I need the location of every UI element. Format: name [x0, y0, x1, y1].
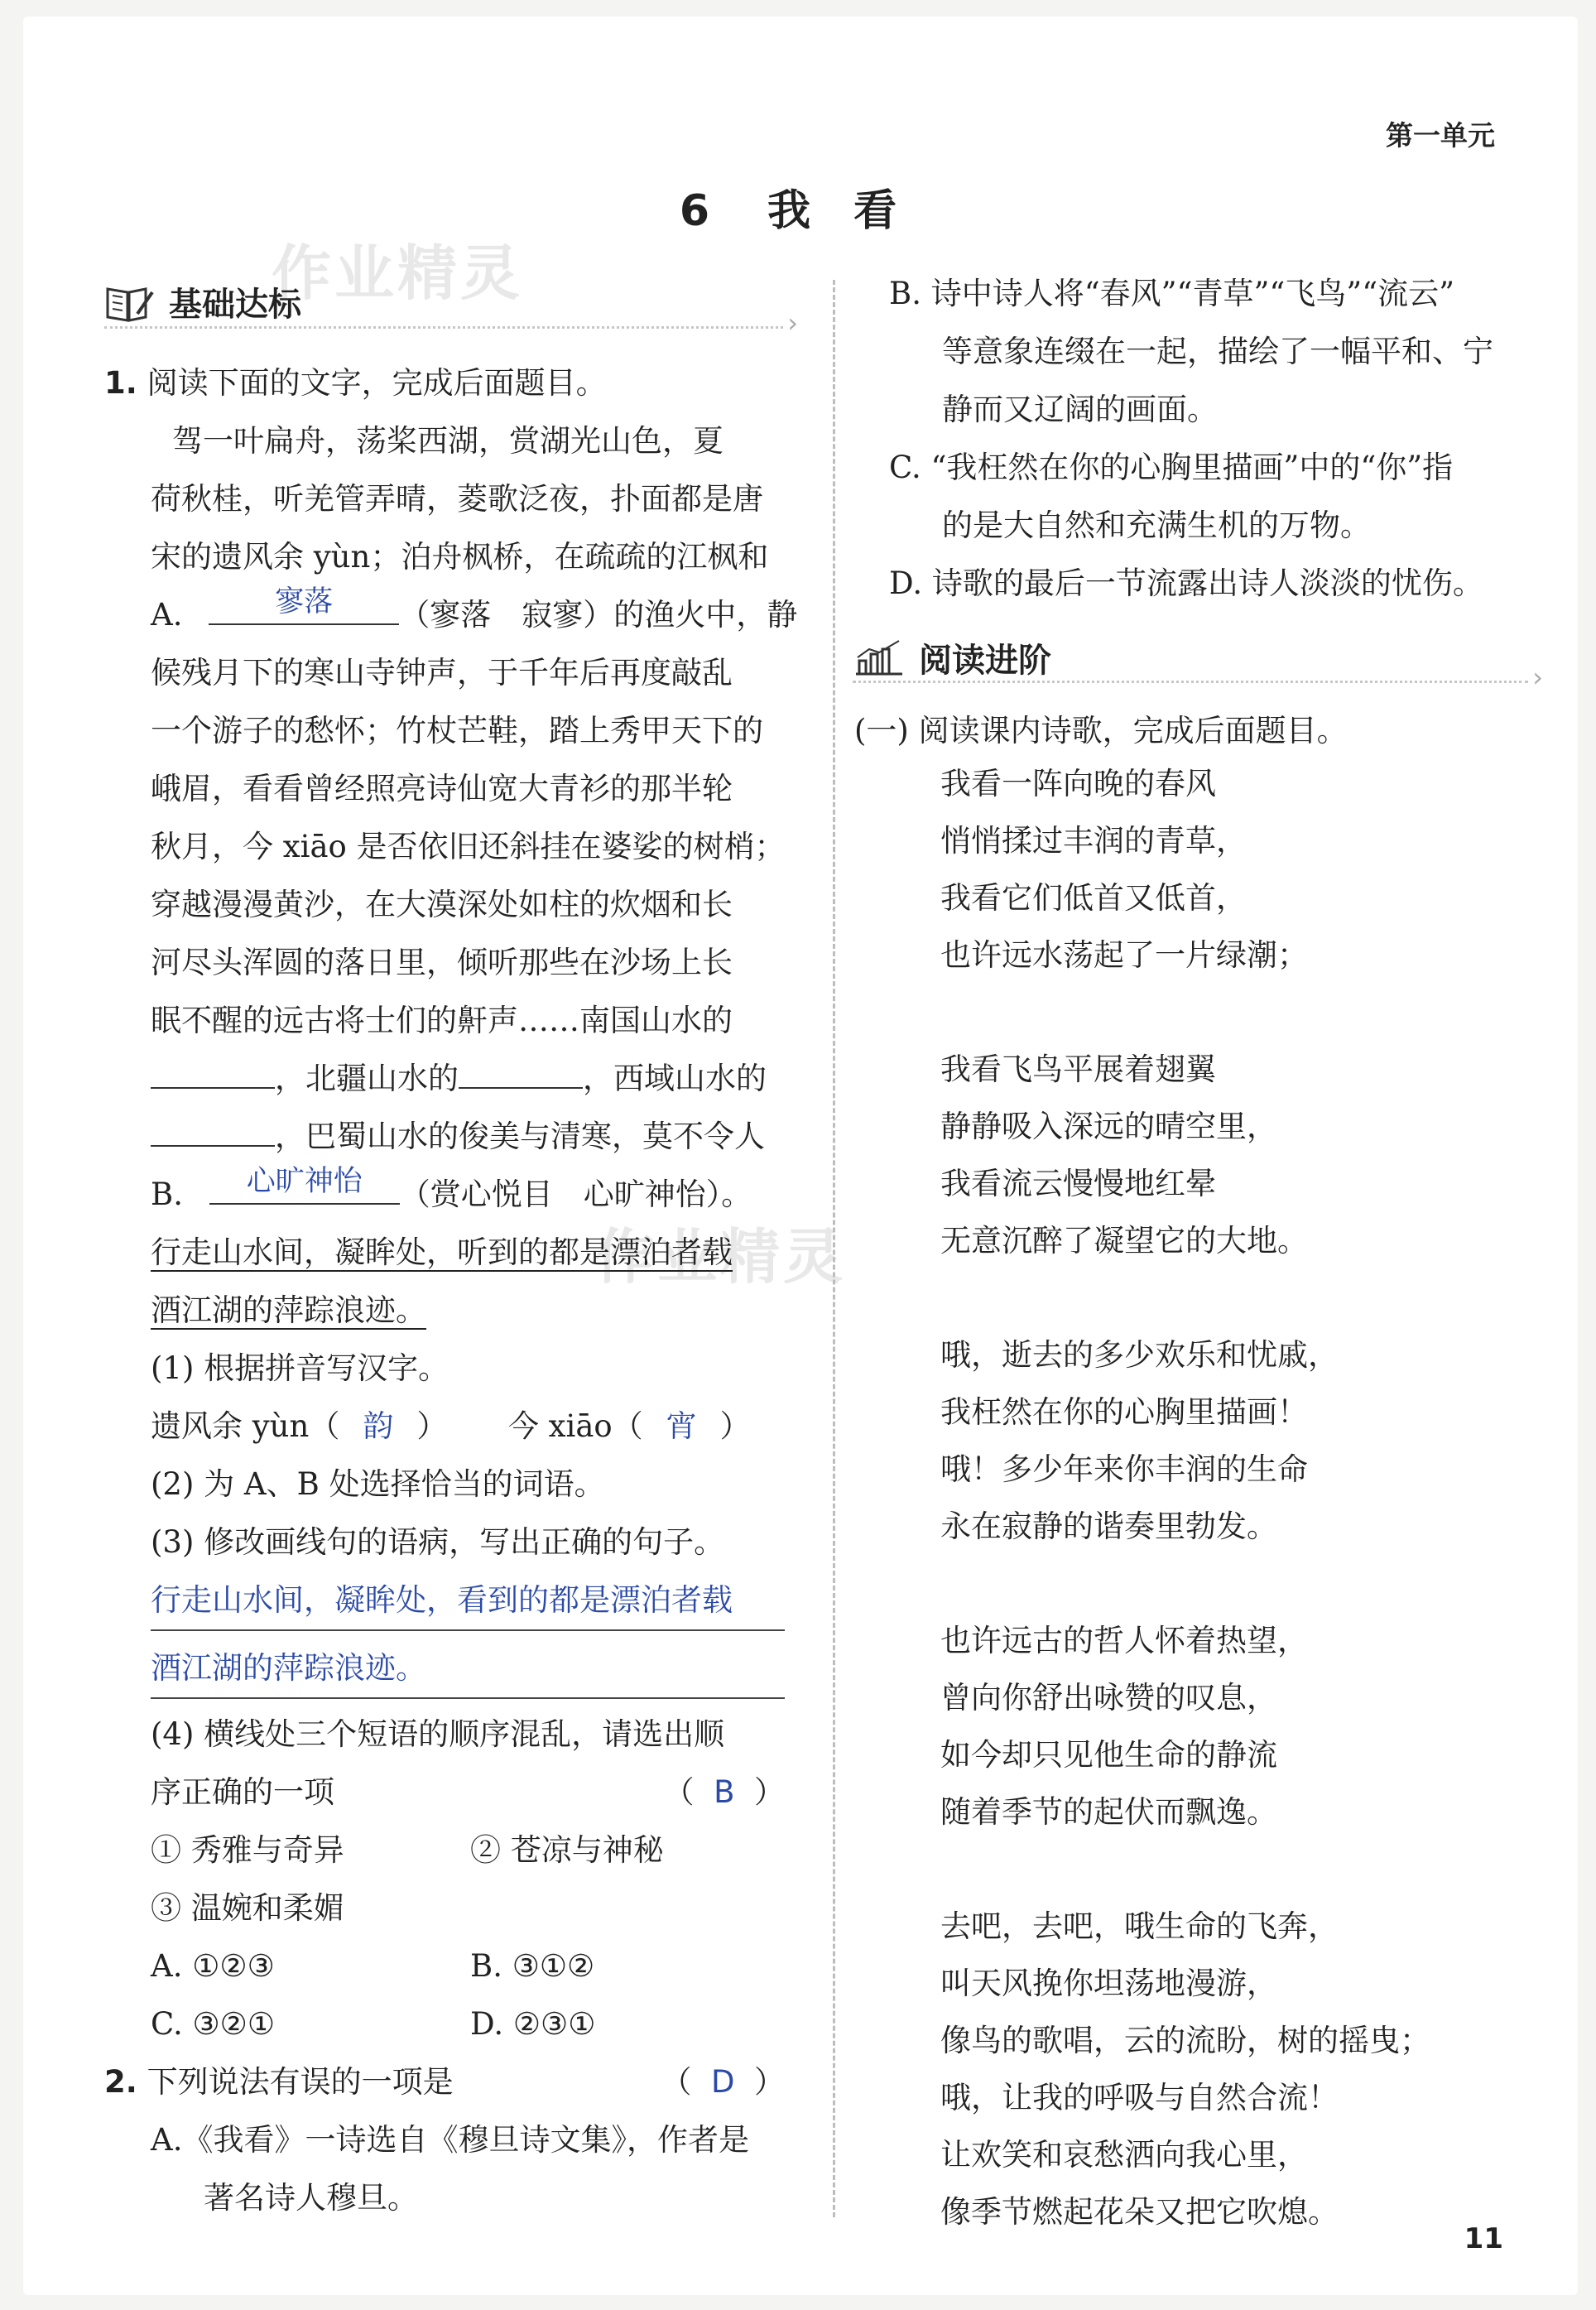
passage-fragment: ，西域山水的: [583, 1061, 767, 1096]
q2-answer: D: [710, 2064, 735, 2100]
blank-a[interactable]: [209, 585, 399, 625]
column-divider: [833, 280, 835, 2217]
passage-line: 峨眉，看看曾经照亮诗仙宽大青衫的那半轮: [151, 771, 733, 806]
q2-answer-paren[interactable]: （ D ）: [661, 2064, 785, 2100]
q1-sub4-text: 序正确的一项: [151, 1774, 334, 1810]
section-reading-title: 阅读进阶: [919, 642, 1051, 680]
q1-prompt: 阅读下面的文字，完成后面题目。: [147, 365, 607, 401]
q2-option-c-line1[interactable]: C. “我枉然在你的心胸里描画”中的“你”指: [889, 450, 1454, 485]
passage-line-underlined: [151, 1282, 426, 1340]
underlined-sentence: 行走山水间，凝眸处，听到的都是漂泊者载: [151, 1234, 733, 1270]
passage-line: 河尽头浑圆的落日里，倾听那些在沙场上长: [151, 945, 733, 980]
blank-b[interactable]: [209, 1165, 400, 1205]
lesson-number: 6: [679, 186, 717, 236]
sub4-answer: B: [714, 1774, 735, 1810]
option-a[interactable]: A. ①②③: [151, 1948, 275, 1984]
poem-line: 我看流云慢慢地红晕: [940, 1166, 1216, 1201]
bar-chart-icon: [853, 638, 906, 679]
blank-north[interactable]: [459, 1054, 583, 1089]
poem-line: 我看一阵向晚的春风: [940, 766, 1216, 801]
q1-sub1: (1) 根据拼音写汉字。: [151, 1350, 449, 1386]
passage-line: 眠不醒的远古将士们的鼾声……南国山水的: [151, 1003, 733, 1038]
passage-line: 荷秋桂，听羌管弄晴，菱歌泛夜，扑面都是唐: [151, 481, 763, 517]
poem-line: 随着季节的起伏而飘逸。: [940, 1794, 1277, 1830]
watermark: 作业精灵: [272, 238, 524, 308]
passage-line: 候残月下的寒山寺钟声，于千年后再度敲乱: [151, 655, 733, 691]
poem-line: 叫天风挽你坦荡地漫游，: [940, 1966, 1277, 2001]
unit-label: 第一单元: [1386, 119, 1495, 152]
poem-line: 曾向你舒出咏赞的叹息，: [940, 1680, 1277, 1716]
blank-south[interactable]: [151, 1054, 275, 1089]
passage-line: 一个游子的愁怀；竹杖芒鞋，踏上秀甲天下的: [151, 713, 763, 748]
passage-fragment: ，巴蜀山水的俊美与清寒，莫不令人: [275, 1119, 765, 1154]
section-basic-heading: [104, 278, 301, 325]
poem-line: 永在寂静的谐奏里勃发。: [940, 1509, 1277, 1544]
q2-option-a-line1[interactable]: A.《我看》一诗选自《穆旦诗文集》，作者是: [151, 2122, 749, 2158]
section-basic-rule: [104, 326, 783, 329]
poem-line: 哦，逝去的多少欢乐和忧戚，: [940, 1337, 1339, 1373]
poem-line: 让欢笑和哀愁洒向我心里，: [940, 2137, 1308, 2173]
q1-number: 1.: [104, 365, 137, 401]
q2-option-c-line2: 的是大自然和充满生机的万物。: [942, 508, 1371, 543]
poem-line: 哦！多少年来你丰润的生命: [940, 1451, 1308, 1487]
passage-line-underlined: [151, 1224, 733, 1282]
pinyin-answers-line: [151, 1398, 751, 1456]
worksheet-page: [23, 17, 1578, 2295]
watermark: 作业精灵: [594, 1222, 847, 1292]
q2-number: 2.: [104, 2064, 137, 2100]
q2-option-b-line3: 静而又辽阔的画面。: [942, 392, 1218, 427]
blank-a-options: （寥落 寂寥）的渔火中，静: [399, 597, 798, 633]
phrase-1: ① 秀雅与奇异: [151, 1832, 344, 1868]
reading-prompt: (一) 阅读课内诗歌，完成后面题目。: [854, 713, 1348, 748]
blank-a-answer: 寥落: [275, 585, 334, 618]
phrase-3: ③ 温婉和柔媚: [151, 1890, 344, 1926]
poem-line: 也许远古的哲人怀着热望，: [940, 1623, 1308, 1658]
q2-prompt-line: [104, 2053, 785, 2111]
poem-line: 像鸟的歌唱，云的流盼，树的摇曳；: [940, 2023, 1430, 2058]
close-paren: ）: [719, 1408, 751, 1444]
passage-line: 穿越漫漫黄沙，在大漠深处如柱的炊烟和长: [151, 887, 733, 922]
poem-line: 也许远水荡起了一片绿潮；: [940, 937, 1308, 973]
q2-prompt: 下列说法有误的一项是: [147, 2064, 454, 2100]
page-number: 11: [1464, 2222, 1503, 2255]
section-reading-rule: [853, 681, 1528, 683]
poem-line: 如今却只见他生命的静流: [940, 1737, 1277, 1773]
passage-line: [151, 1108, 765, 1166]
q1-sub3: (3) 修改画线句的语病，写出正确的句子。: [151, 1524, 725, 1560]
q2-option-b-line2: 等意象连缀在一起，描绘了一幅平和、宁: [942, 334, 1493, 369]
q1-sub4-line1: (4) 横线处三个短语的顺序混乱，请选出顺: [151, 1716, 725, 1752]
option-b[interactable]: B. ③①②: [470, 1948, 595, 1984]
q1-sub4-line2: [151, 1764, 785, 1822]
blank-west[interactable]: [151, 1112, 275, 1147]
q1-prompt-line: [104, 354, 607, 412]
blank-b-options: （赏心悦目 心旷神怡）。: [399, 1177, 752, 1212]
open-book-icon: [104, 281, 156, 324]
poem-line: 我枉然在你的心胸里描画！: [940, 1394, 1308, 1430]
page-title: [23, 176, 1578, 238]
pinyin2-answer[interactable]: 宵: [666, 1408, 697, 1444]
underlined-sentence: 酒江湖的萍踪浪迹。: [151, 1292, 426, 1328]
q2-option-a-line2: 著名诗人穆旦。: [204, 2180, 418, 2216]
q2-option-d-line1[interactable]: D. 诗歌的最后一节流露出诗人淡淡的忧伤。: [889, 565, 1483, 601]
poem-line: 我看它们低首又低首，: [940, 880, 1247, 916]
option-c[interactable]: C. ③②①: [151, 2006, 276, 2042]
phrase-2: ② 苍凉与神秘: [470, 1832, 664, 1868]
option-d[interactable]: D. ②③①: [470, 2006, 596, 2042]
close-paren: ）: [416, 1408, 448, 1444]
pinyin1-label: 遗风余 yùn（: [151, 1408, 340, 1444]
title-char-2: 看: [853, 186, 904, 236]
poem-line: 我看飞鸟平展着翅翼: [940, 1052, 1216, 1087]
passage-line: 宋的遗风余 yùn；泊舟枫桥，在疏疏的江枫和: [151, 539, 769, 575]
q1-sub2: (2) 为 A、B 处选择恰当的词语。: [151, 1466, 605, 1502]
title-char-1: 我: [767, 186, 818, 236]
sub3-answer-line-2[interactable]: 酒江湖的萍踪浪迹。: [151, 1639, 785, 1699]
passage-line: [151, 1050, 767, 1108]
blank-b-label: B.: [151, 1177, 183, 1212]
passage-line: [151, 1166, 752, 1224]
sub4-answer-paren[interactable]: （ B ）: [663, 1774, 785, 1810]
poem-line: 静静吸入深远的晴空里，: [940, 1109, 1277, 1144]
sub3-answer-line-1[interactable]: 行走山水间，凝眸处，看到的都是漂泊者载: [151, 1571, 785, 1631]
pinyin1-answer[interactable]: 韵: [363, 1408, 394, 1444]
pinyin2-label: 今 xiāo（: [507, 1408, 643, 1444]
q2-option-b-line1[interactable]: B. 诗中诗人将“春风”“青草”“飞鸟”“流云”: [889, 276, 1455, 311]
section-basic-title: 基础达标: [169, 286, 301, 324]
blank-b-answer: 心旷神怡: [246, 1165, 363, 1198]
poem-line: 去吧，去吧，哦生命的飞奔，: [940, 1908, 1339, 1944]
poem-line: 悄悄揉过丰润的青草，: [940, 823, 1247, 859]
poem-line: 哦，让我的呼吸与自然合流！: [940, 2080, 1339, 2115]
section-reading-heading: [853, 634, 1051, 681]
passage-line: 秋月，今 xiāo 是否依旧还斜挂在婆娑的树梢；: [151, 829, 786, 864]
passage-line: [151, 586, 797, 644]
poem-line: 无意沉醉了凝望它的大地。: [940, 1223, 1308, 1258]
blank-a-label: A.: [151, 597, 183, 633]
passage-line: 驾一叶扁舟，荡桨西湖，赏湖光山色，夏: [172, 423, 723, 459]
poem-line: 像季节燃起花朵又把它吹熄。: [940, 2194, 1339, 2230]
passage-fragment: ，北疆山水的: [275, 1061, 459, 1096]
